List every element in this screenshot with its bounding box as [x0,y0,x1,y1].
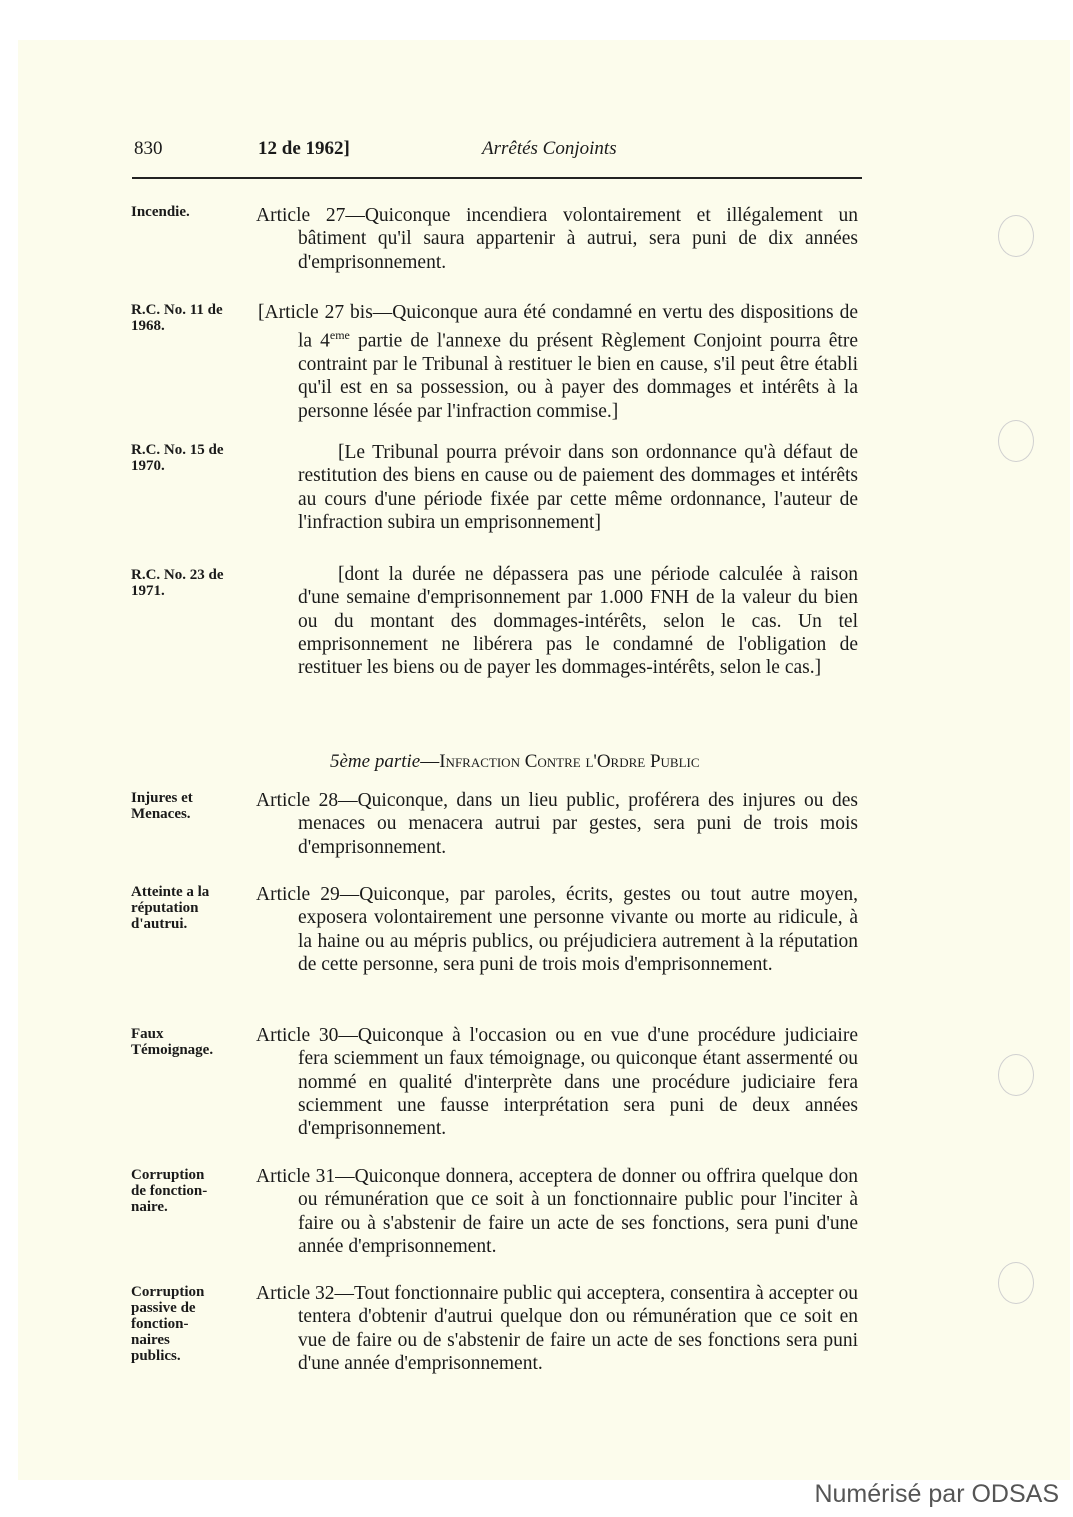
superscript: eme [329,328,350,343]
paragraph-tribunal: [Le Tribunal pourra prévoir dans son ordonnance qu'à défaut de restitution des biens en cause ou de paiement des dommages et intérêts au cours d'une période fixée par cette même ordonnance, l'auteur de l'infraction subira un emprisonnement] [298,442,858,533]
article-27-bis-end: partie de l'annexe du présent Règlement Conjoint pourra être contraint par le Tribunal à restituer le bien en cause, s'il peut être établi qu'il est en sa possession, ou à payer des dommages et intérêts à la personne lésée par l'infraction commise.] [298,330,858,422]
article-27-bis-start: [Article 27 bis—Quiconque aura été condamné en vertu des dispositions de la 4 [258,302,858,352]
side-note: Injures et Menaces. [131,790,193,822]
header-rule [132,177,862,179]
side-note: Corruption passive de fonction-naires publics. [131,1284,205,1364]
article-30: Article 30—Quiconque à l'occasion ou en vue d'une procédure judiciaire fera sciemment un faux témoignage, ou quiconque étant assermenté ou nommé en qualité d'interprète dans une procédure judiciaire fera sciemment une fausse interprétation sera puni de deux années d'emprisonnement. [256,1025,858,1140]
side-note: R.C. No. 15 de 1970. [131,442,224,474]
article-28: Article 28—Quiconque, dans un lieu public, proférera des injures ou des menaces ou menacera autrui par gestes, sera puni de trois mois d'emprisonnement. [256,790,858,858]
article-29: Article 29—Quiconque, par paroles, écrits, gestes ou tout autre moyen, exposera volontairement une personne vivante ou morte au ridicule, à la haine ou au mépris publics, ou préjudiciera autrement à la réputation de cette personne, sera puni de trois mois d'emprisonnement. [256,884,858,975]
punch-hole [998,215,1034,257]
section-title: —Infraction Contre l'Ordre Public [420,751,700,772]
article-27: Article 27—Quiconque incendiera volontairement et illégalement un bâtiment qu'il saura appartenir à autrui, sera puni de dix années d'emprisonnement. [256,205,858,273]
section-part: 5ème partie [330,751,421,772]
side-note: Faux Témoignage. [131,1026,214,1058]
punch-hole [998,1054,1034,1096]
running-title: Arrêtés Conjoints [482,138,617,159]
article-31: Article 31—Quiconque donnera, acceptera de donner ou offrira quelque don ou rémunération que ce soit à un fonctionnaire public pour l'inciter à faire ou à s'abstenir de faire un acte de ses fonctions, sera puni d'une année d'emprisonnement. [256,1166,858,1257]
digitization-credit: Numérisé par ODSAS [814,1480,1059,1508]
punch-hole [998,1262,1034,1304]
side-note: R.C. No. 11 de 1968. [131,302,223,334]
side-note: Atteinte a la réputation d'autrui. [131,884,210,932]
side-note: Corruption de fonction-naire. [131,1167,208,1215]
article-32: Article 32—Tout fonctionnaire public qui acceptera, consentira à accepter ou tentera d'obtenir d'autrui quelque don ou rémunération que ce soit en vue de faire ou de s'abstenir de faire un acte de ses fonctions sera puni d'une année d'emprisonnement. [256,1283,858,1374]
paragraph-duree: [dont la durée ne dépassera pas une période calculée à raison d'une semaine d'emprisonnement par 1.000 FNH de la valeur du bien ou du montant des dommages-intérêts, selon le cas. Un tel emprisonnement ne libérera pas le condamné de l'obligation de restituer les biens ou de payer les dommages-intérêts, selon le cas.] [298,564,858,679]
section-heading [330,751,700,773]
page-number: 830 [134,138,163,159]
side-note: Incendie. [131,204,190,220]
punch-hole [998,420,1034,462]
year-reference: 12 de 1962] [258,138,350,159]
side-note: R.C. No. 23 de 1971. [131,567,224,599]
article-27-bis [258,301,858,423]
